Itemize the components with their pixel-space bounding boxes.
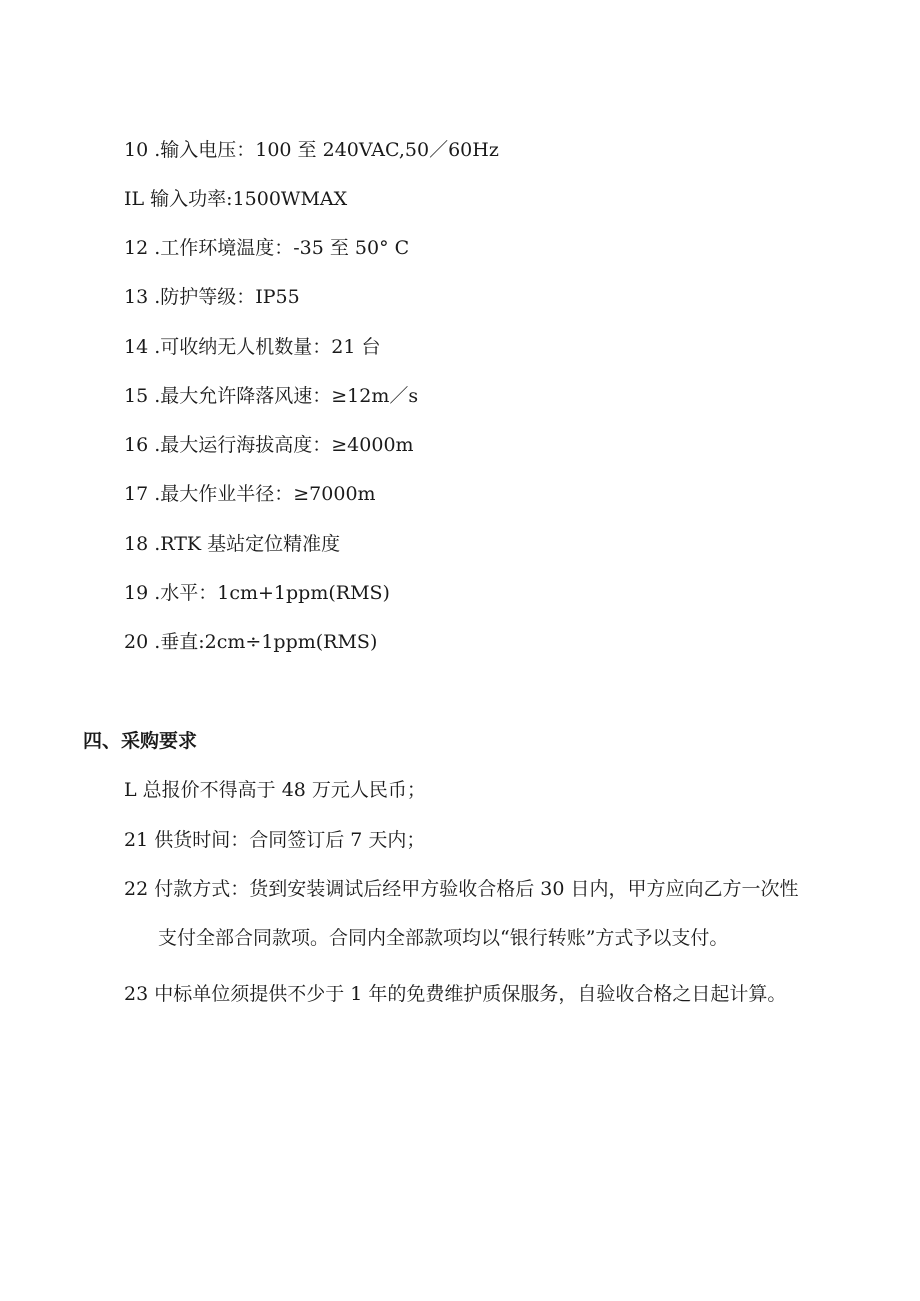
requirement-item-4: 23 中标单位须提供不少于 1 年的免费维护质保服务，自验收合格之日起计算。: [124, 983, 787, 1005]
spec-item-19: 19 .水平：1cm+1ppm(RMS): [124, 582, 390, 604]
spec-item-20: 20 .垂直:2cm÷1ppm(RMS): [124, 631, 378, 653]
requirement-item-2: 21 供货时间：合同签订后 7 天内；: [124, 829, 426, 851]
spec-item-17: 17 .最大作业半径：≥7000m: [124, 483, 376, 505]
requirement-item-3: 22 付款方式：货到安装调试后经甲方验收合格后 30 日内，甲方应向乙方一次性: [124, 878, 799, 900]
spec-item-18: 18 .RTK 基站定位精准度: [124, 533, 341, 555]
spec-item-11: IL 输入功率:1500WMAX: [124, 188, 348, 210]
requirement-item-1: L 总报价不得高于 48 万元人民币；: [124, 779, 426, 801]
spec-item-14: 14 .可收纳无人机数量：21 台: [124, 336, 381, 358]
section-heading: 四、采购要求: [83, 730, 198, 752]
requirement-item-3-continued: 支付全部合同款项。合同内全部款项均以“银行转账”方式予以支付。: [158, 927, 729, 949]
spec-item-10: 10 .输入电压：100 至 240VAC,50／60Hz: [124, 139, 499, 161]
spec-item-16: 16 .最大运行海拔高度：≥4000m: [124, 434, 414, 456]
spec-item-12: 12 .工作环境温度：-35 至 50° C: [124, 237, 410, 259]
spec-item-15: 15 .最大允许降落风速：≥12m／s: [124, 385, 419, 407]
spec-item-13: 13 .防护等级：IP55: [124, 286, 300, 308]
